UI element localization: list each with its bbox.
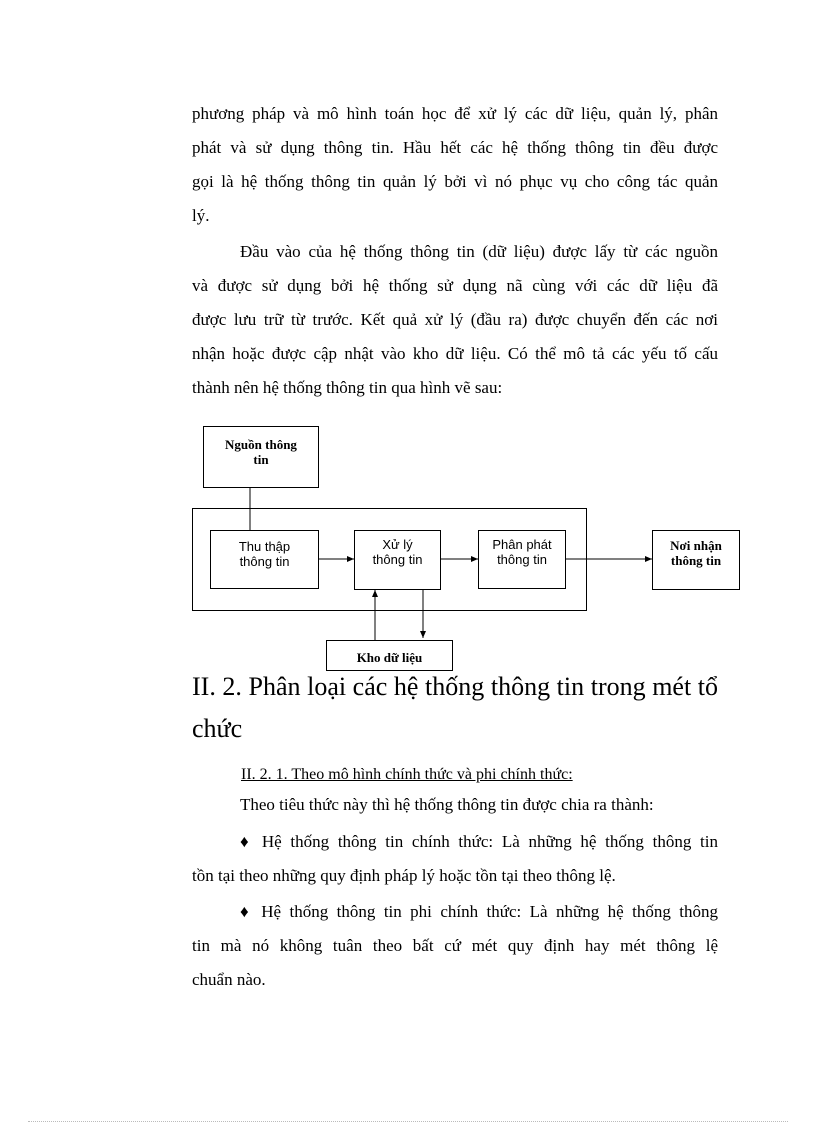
box-process-information (354, 530, 441, 590)
box-label: thông tin (670, 553, 722, 568)
text-line: phương pháp và mô hình toán học để xử lý các dữ liệu, quản lý, phân (192, 104, 718, 123)
text-line: lý. (192, 206, 210, 225)
box-label: Thu thập (238, 539, 291, 554)
page-bottom-divider (28, 1121, 788, 1122)
box-label: Phân phát (492, 537, 552, 552)
box-label: Xử lý (382, 537, 413, 552)
text-line: phát và sử dụng thông tin. Hầu hết các hệ thống thông tin đều được (192, 138, 718, 157)
text-line: Đầu vào của hệ thống thông tin (dữ liệu) được lấy từ các nguồn (240, 242, 718, 261)
box-label: Kho dữ liệu (356, 650, 423, 665)
box-label: Nơi nhận (670, 538, 722, 553)
text-line: tin mà nó không tuân theo bất cứ mét quy định hay mét thông lệ (192, 936, 718, 955)
box-label: thông tin (497, 552, 547, 567)
box-label: Nguồn thông (225, 437, 297, 452)
box-label: thông tin (372, 552, 423, 567)
text-line: ♦ Hệ thống thông tin chính thức: Là những hệ thống thông tin (240, 832, 718, 851)
box-collect-information (210, 530, 319, 589)
text-line: thành nên hệ thống thông tin qua hình vẽ sau: (192, 378, 503, 397)
text-line: gọi là hệ thống thông tin quản lý bởi vì nó phục vụ cho công tác quản (192, 172, 718, 191)
text-line: Theo tiêu thức này thì hệ thống thông tin được chia ra thành: (240, 795, 654, 814)
text-line: được lưu trữ từ trước. Kết quả xử lý (đầu ra) được chuyển đến các nơi (192, 310, 718, 329)
paragraph-formal-system (192, 825, 718, 893)
text-line: nhận hoặc được cập nhật vào kho dữ liệu. Có thể mô tả các yếu tố cấu (192, 344, 718, 363)
heading-line: II. 2. Phân loại các hệ thống thông tin trong mét tổ (192, 672, 718, 701)
paragraph-informal-system (192, 895, 718, 997)
text-line: tồn tại theo những quy định pháp lý hoặc tồn tại theo thông lệ. (192, 866, 616, 885)
box-information-receiver (652, 530, 740, 590)
box-label: tin (253, 452, 269, 467)
text-line: ♦ Hệ thống thông tin phi chính thức: Là những hệ thống thông (240, 902, 718, 921)
section-heading (192, 666, 718, 750)
box-label: thông tin (239, 554, 290, 569)
text-line: chuẩn nào. (192, 970, 266, 989)
box-distribute-information (478, 530, 566, 589)
text-line: và được sử dụng bởi hệ thống sử dụng nã cùng với các dữ liệu đã (192, 276, 718, 295)
subsection-heading: II. 2. 1. Theo mô hình chính thức và phi chính thức: (241, 766, 573, 783)
box-information-source (203, 426, 319, 488)
paragraph-classification (192, 788, 718, 822)
heading-line: chức (192, 714, 243, 743)
